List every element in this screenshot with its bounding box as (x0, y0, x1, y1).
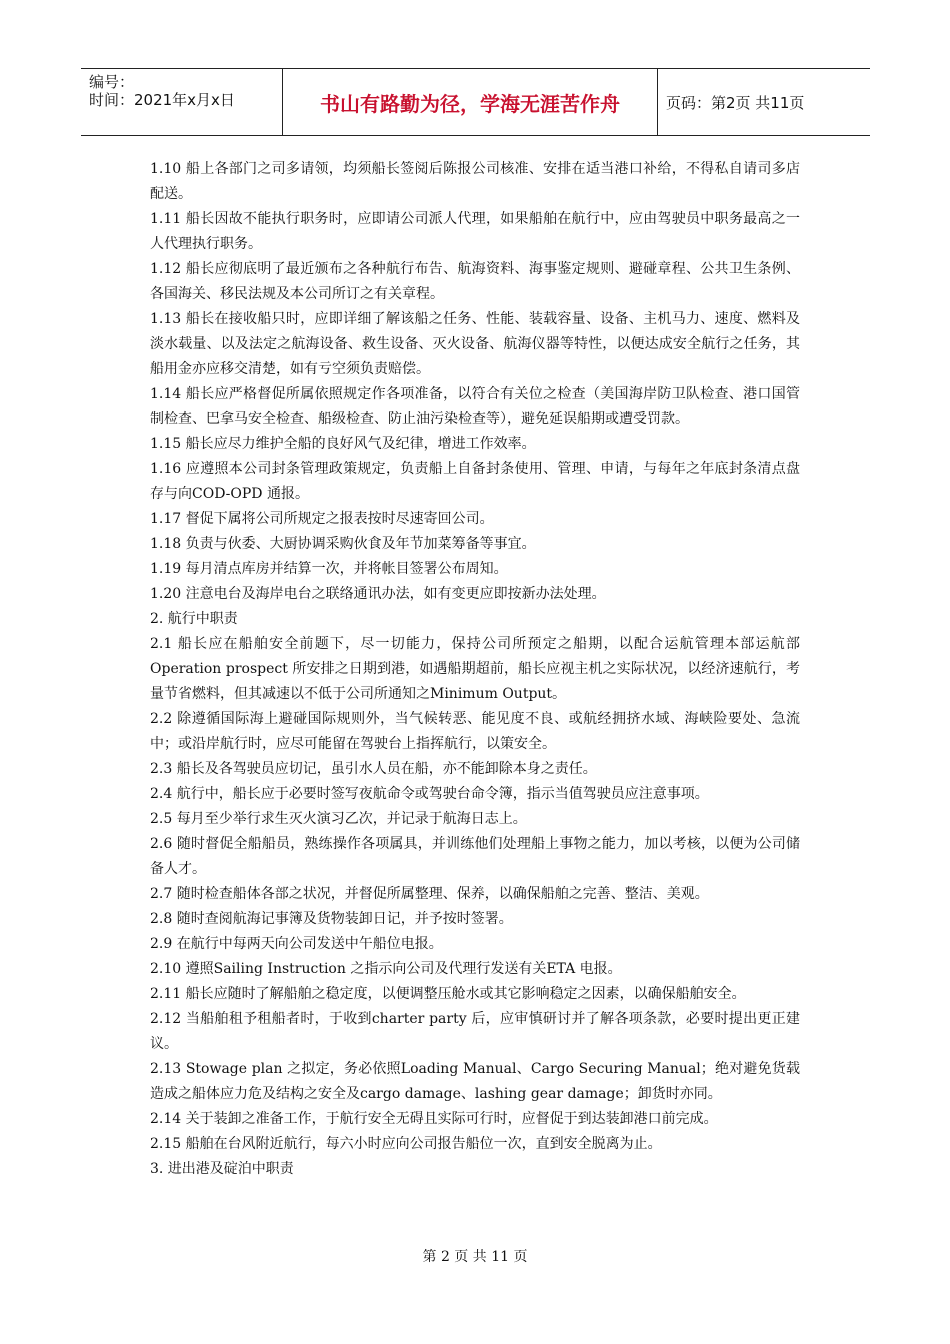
paragraph: 2.11 船长应随时了解船舶之稳定度，以便调整压舱水或其它影响稳定之因素，以确保船舶安全。 (150, 986, 746, 1002)
paragraph: 1.11 船长因故不能执行职务时，应即请公司派人代理，如果船舶在航行中，应由驾驶员中职务最高之一人代理执行职务。 (150, 211, 800, 252)
paragraph: 2.6 随时督促全船船员，熟练操作各项属具，并训练他们处理船上事物之能力，加以考核，以便为公司储备人才。 (150, 836, 800, 877)
paragraph: 2.7 随时检查船体各部之状况，并督促所属整理、保养，以确保船舶之完善、整洁、美观。 (150, 886, 709, 902)
paragraph: 2.15 船舶在台风附近航行，每六小时应向公司报告船位一次，直到安全脱离为止。 (150, 1136, 662, 1152)
paragraph: 3. 进出港及碇泊中职责 (150, 1161, 294, 1177)
paragraph: 2.2 除遵循国际海上避碰国际规则外，当气候转恶、能见度不良、或航经拥挤水域、海峡险要处、急流中；或沿岸航行时，应尽可能留在驾驶台上指挥航行，以策安全。 (150, 711, 800, 752)
paragraph: 2.1 船长应在船舶安全前题下，尽一切能力，保持公司所预定之船期，以配合运航管理本部运航部Operation prospect 所安排之日期到港，如遇船期超前，船长应视主机之实际状况，以经济速航行，考量节省燃料，但其减速以不低于公司所通知之Minimum Output。 (150, 636, 800, 702)
paragraph: 2.4 航行中，船长应于必要时签写夜航命令或驾驶台命令簿，指示当值驾驶员应注意事项。 (150, 786, 709, 802)
document-number-label: 编号： (89, 73, 135, 91)
paragraph: 1.10 船上各部门之司多请领，均须船长签阅后陈报公司核准、安排在适当港口补给，不得私自请司多店配送。 (150, 161, 800, 202)
page-footer: 第 2 页 共 11 页 (422, 1249, 528, 1265)
paragraph: 2.14 关于装卸之准备工作，于航行安全无碍且实际可行时，应督促于到达装卸港口前完成。 (150, 1111, 718, 1127)
paragraph: 1.17 督促下属将公司所规定之报表按时尽速寄回公司。 (150, 511, 494, 527)
paragraph: 1.15 船长应尽力维护全船的良好风气及纪律，增进工作效率。 (150, 436, 536, 452)
paragraph: 1.14 船长应严格督促所属依照规定作各项准备，以符合有关位之检查（美国海岸防卫队检查、港口国管制检查、巴拿马安全检查、船级检查、防止油污染检查等），避免延误船期或遭受罚款。 (150, 386, 800, 427)
paragraph: 2.9 在航行中每两天向公司发送中午船位电报。 (150, 936, 443, 952)
paragraph: 1.16 应遵照本公司封条管理政策规定，负责船上自备封条使用、管理、申请，与每年之年底封条清点盘存与向COD-OPD 通报。 (150, 461, 800, 502)
paragraph: 2.13 Stowage plan 之拟定，务必依照Loading Manual、Cargo Securing Manual；绝对避免货载造成之船体应力危及结构之安全及cargo damage、lashing gear damage；卸货时亦同。 (150, 1061, 800, 1102)
paragraph: 1.19 每月清点库房并结算一次，并将帐目签署公布周知。 (150, 561, 508, 577)
paragraph: 2.8 随时查阅航海记事簿及货物装卸日记，并予按时签署。 (150, 911, 513, 927)
paragraph: 2. 航行中职责 (150, 611, 238, 627)
header-meta-cell (81, 69, 283, 135)
header-page-info: 页码：第2页 共11页 (666, 93, 805, 112)
paragraph: 1.20 注意电台及海岸电台之联络通讯办法，如有变更应即按新办法处理。 (150, 586, 606, 602)
header-motto: 书山有路勤为径，学海无涯苦作舟 (283, 69, 658, 135)
paragraph: 1.18 负责与伙委、大厨协调采购伙食及年节加菜筹备等事宜。 (150, 536, 536, 552)
paragraph: 1.12 船长应彻底明了最近颁布之各种航行布告、航海资料、海事鉴定规则、避碰章程、公共卫生条例、各国海关、移民法规及本公司所订之有关章程。 (150, 261, 800, 302)
document-date: 时间：2021年x月x日 (89, 91, 235, 109)
paragraph: 2.12 当船舶租予租船者时，于收到charter party 后，应审慎研讨并了解各项条款，必要时提出更正建议。 (150, 1011, 800, 1052)
paragraph: 2.5 每月至少举行求生灭火演习乙次，并记录于航海日志上。 (150, 811, 527, 827)
paragraph: 2.10 遵照Sailing Instruction 之指示向公司及代理行发送有关ETA 电报。 (150, 961, 622, 977)
document-body (150, 157, 800, 1182)
page-header (81, 68, 870, 136)
paragraph: 2.3 船长及各驾驶员应切记，虽引水人员在船，亦不能卸除本身之责任。 (150, 761, 597, 777)
paragraph: 1.13 船长在接收船只时，应即详细了解该船之任务、性能、装载容量、设备、主机马力、速度、燃料及淡水载量、以及法定之航海设备、救生设备、灭火设备、航海仪器等特性，以便达成安全航行之任务，其船用金亦应移交清楚，如有亏空须负责赔偿。 (150, 311, 800, 377)
